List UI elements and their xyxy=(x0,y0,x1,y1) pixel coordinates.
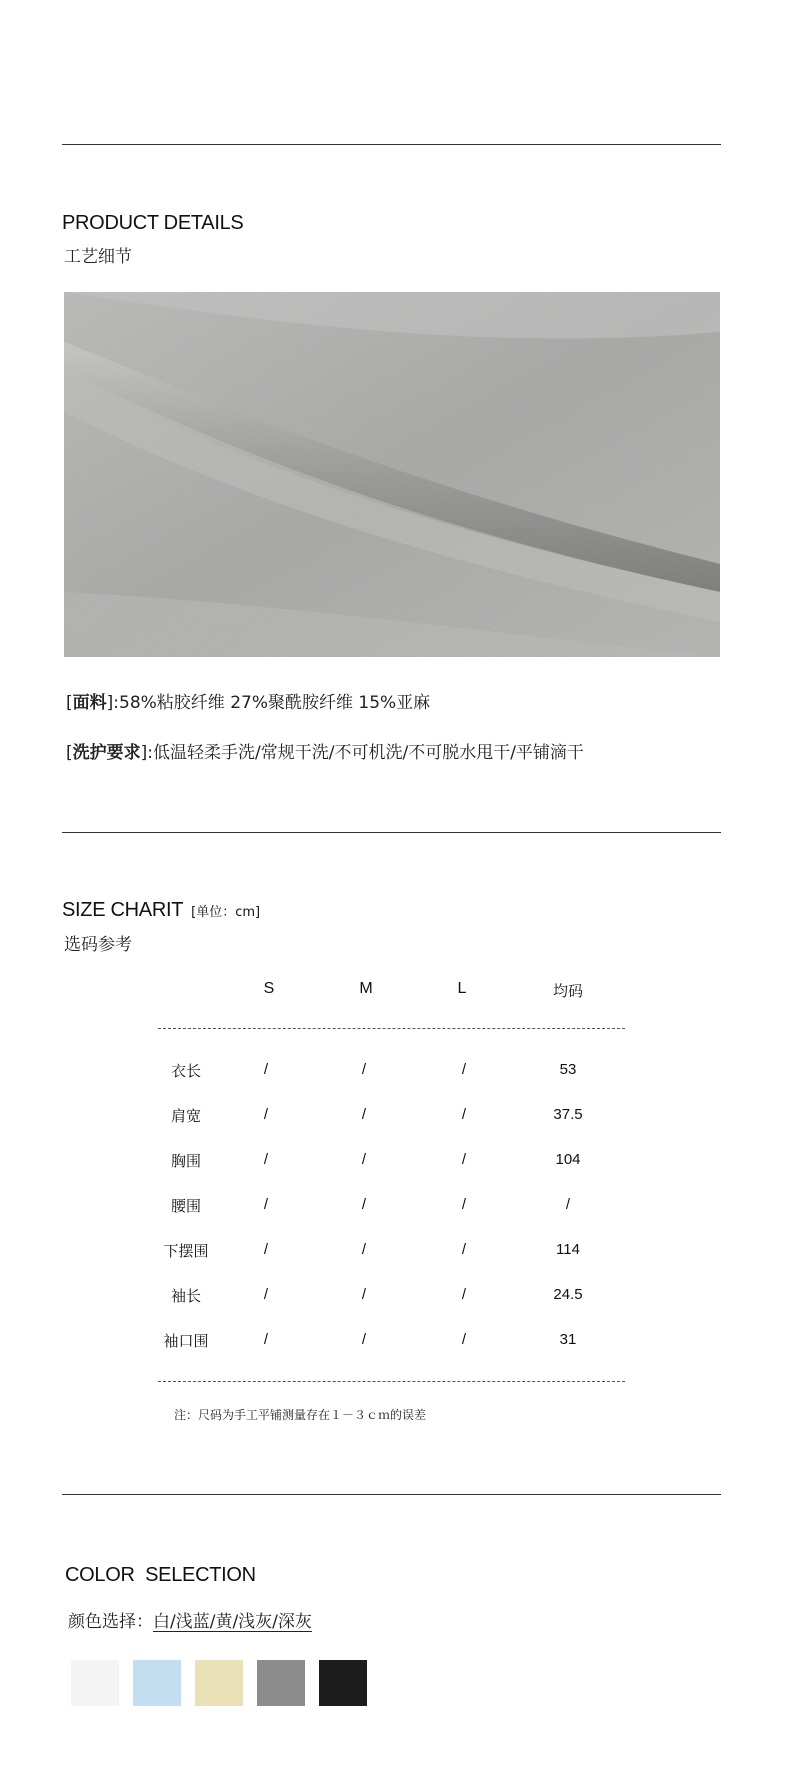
color-title-en: COLOR SELECTION xyxy=(65,1564,256,1586)
color-label: 颜色选择： xyxy=(68,1612,153,1632)
cell-l: / xyxy=(461,1196,467,1213)
cell-onesize: / xyxy=(565,1196,571,1213)
cell-onesize: 24.5 xyxy=(553,1286,583,1303)
row-label: 衣长 xyxy=(170,1062,201,1080)
cell-l: / xyxy=(461,1286,467,1303)
cell-s: / xyxy=(263,1331,269,1348)
cell-onesize: 37.5 xyxy=(553,1106,583,1123)
color-options-line xyxy=(68,1607,312,1632)
cell-s: / xyxy=(263,1061,269,1078)
cell-s: / xyxy=(263,1286,269,1303)
fabric-label: 面料 xyxy=(72,693,107,713)
divider-size xyxy=(62,832,721,833)
cell-s: / xyxy=(263,1106,269,1123)
cell-onesize: 114 xyxy=(556,1241,580,1258)
care-value: 低温轻柔手洗/常规干洗/不可机洗/不可脱水甩干/平铺滴干 xyxy=(153,743,584,763)
row-label: 腰围 xyxy=(170,1197,201,1215)
size-col-m: M xyxy=(359,980,373,997)
cell-m: / xyxy=(361,1151,367,1168)
cell-m: / xyxy=(361,1106,367,1123)
swatch-yellow[interactable] xyxy=(195,1660,243,1706)
size-col-s: S xyxy=(263,980,275,997)
care-instructions: [洗护要求]:低温轻柔手洗/常规干洗/不可机洗/不可脱水甩干/平铺滴干 xyxy=(66,743,584,763)
cell-m: / xyxy=(361,1286,367,1303)
details-title-cn: 工艺细节 xyxy=(64,247,132,267)
size-title-cn: 选码参考 xyxy=(64,935,132,955)
swatch-light-gray[interactable] xyxy=(257,1660,305,1706)
size-col-onesize: 均码 xyxy=(552,982,583,1000)
color-options: 白/浅蓝/黄/浅灰/深灰 xyxy=(153,1612,312,1632)
size-title-text: SIZE CHARIT xyxy=(62,899,184,921)
swatch-white[interactable] xyxy=(71,1660,119,1706)
row-label: 肩宽 xyxy=(170,1107,201,1125)
cell-onesize: 104 xyxy=(555,1151,581,1168)
care-label: 洗护要求 xyxy=(72,743,141,763)
cell-m: / xyxy=(361,1331,367,1348)
size-table-top-dash xyxy=(158,1028,625,1029)
cell-onesize: 31 xyxy=(559,1331,577,1348)
cell-l: / xyxy=(461,1151,467,1168)
cell-s: / xyxy=(263,1196,269,1213)
swatch-light-blue[interactable] xyxy=(133,1660,181,1706)
divider-color xyxy=(62,1494,721,1495)
fabric-composition: [面料]:58%粘胶纤维 27%聚酰胺纤维 15%亚麻 xyxy=(66,693,431,713)
cell-m: / xyxy=(361,1196,367,1213)
fabric-value: 58%粘胶纤维 27%聚酰胺纤维 15%亚麻 xyxy=(119,693,431,713)
size-table-bottom-dash xyxy=(158,1381,625,1382)
cell-onesize: 53 xyxy=(559,1061,577,1078)
row-label: 袖口围 xyxy=(163,1332,209,1350)
row-label: 袖长 xyxy=(170,1287,201,1305)
cell-m: / xyxy=(361,1241,367,1258)
size-title-en xyxy=(62,899,260,922)
cell-s: / xyxy=(263,1151,269,1168)
details-title-en: PRODUCT DETAILS xyxy=(62,212,244,234)
fabric-closeup-image xyxy=(64,292,720,657)
cell-s: / xyxy=(263,1241,269,1258)
cell-l: / xyxy=(461,1241,467,1258)
row-label: 胸围 xyxy=(170,1152,201,1170)
size-col-l: L xyxy=(457,980,467,997)
size-unit: [单位：cm] xyxy=(191,905,261,920)
row-label: 下摆围 xyxy=(163,1242,209,1260)
size-note: 注：尺码为手工平铺测量存在１－３ｃｍ的误差 xyxy=(174,1408,427,1422)
cell-m: / xyxy=(361,1061,367,1078)
cell-l: / xyxy=(461,1331,467,1348)
divider-top xyxy=(62,144,721,145)
cell-l: / xyxy=(461,1106,467,1123)
cell-l: / xyxy=(461,1061,467,1078)
swatch-dark-gray[interactable] xyxy=(319,1660,367,1706)
